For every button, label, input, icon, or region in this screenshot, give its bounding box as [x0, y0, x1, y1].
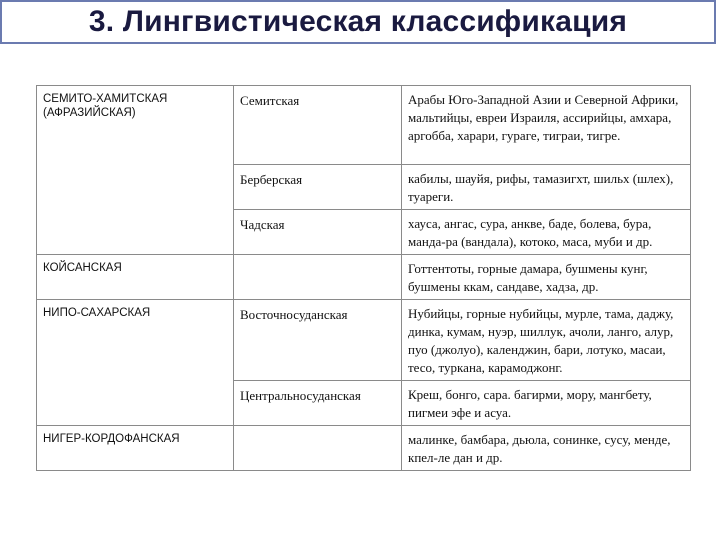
table-row — [37, 86, 691, 165]
branch-cell — [234, 255, 402, 300]
branch-cell: Чадская — [234, 210, 402, 255]
table-row — [37, 426, 691, 471]
branch-cell: Семитская — [234, 86, 402, 165]
table-row — [37, 255, 691, 300]
branch-cell: Восточносуданская — [234, 300, 402, 381]
peoples-cell: кабилы, шауйя, рифы, тамазигхт, шильх (шлех), туареги. — [402, 165, 691, 210]
branch-cell: Берберская — [234, 165, 402, 210]
title-bar — [0, 0, 716, 44]
peoples-cell: хауса, ангас, сура, анкве, баде, болева, бура, манда-ра (вандала), котоко, маса, муби и др. — [402, 210, 691, 255]
classification-table — [36, 85, 691, 471]
table-row — [37, 300, 691, 381]
peoples-cell: Готтентоты, горные дамара, бушмены кунг, бушмены ккам, сандаве, хадза, др. — [402, 255, 691, 300]
family-cell: НИГЕР-КОРДОФАНСКАЯ — [37, 426, 234, 471]
family-cell: НИПО-САХАРСКАЯ — [37, 300, 234, 426]
page-title: 3. Лингвистическая классификация — [88, 5, 628, 38]
branch-cell — [234, 426, 402, 471]
peoples-cell: Креш, бонго, сара. багирми, мору, мангбету, пигмеи эфе и асуа. — [402, 381, 691, 426]
peoples-cell: малинке, бамбара, дьюла, сонинке, сусу, менде, кпел-ле дан и др. — [402, 426, 691, 471]
peoples-cell: Арабы Юго-Западной Азии и Северной Африки, мальтийцы, евреи Израиля, ассирийцы, амхара, аргобба, харари, гураге, тиграи, тигре. — [402, 86, 691, 165]
family-cell: КОЙСАНСКАЯ — [37, 255, 234, 300]
family-cell: СЕМИТО-ХАМИТСКАЯ (АФРАЗИЙСКАЯ) — [37, 86, 234, 255]
peoples-cell: Нубийцы, горные нубийцы, мурле, тама, даджу, динка, кумам, нуэр, шиллук, ачоли, ланго, алур, пуо (джолуо), календжин, бари, лотуко, масаи, тесо, туркана, карамоджонг. — [402, 300, 691, 381]
branch-cell: Центральносуданская — [234, 381, 402, 426]
